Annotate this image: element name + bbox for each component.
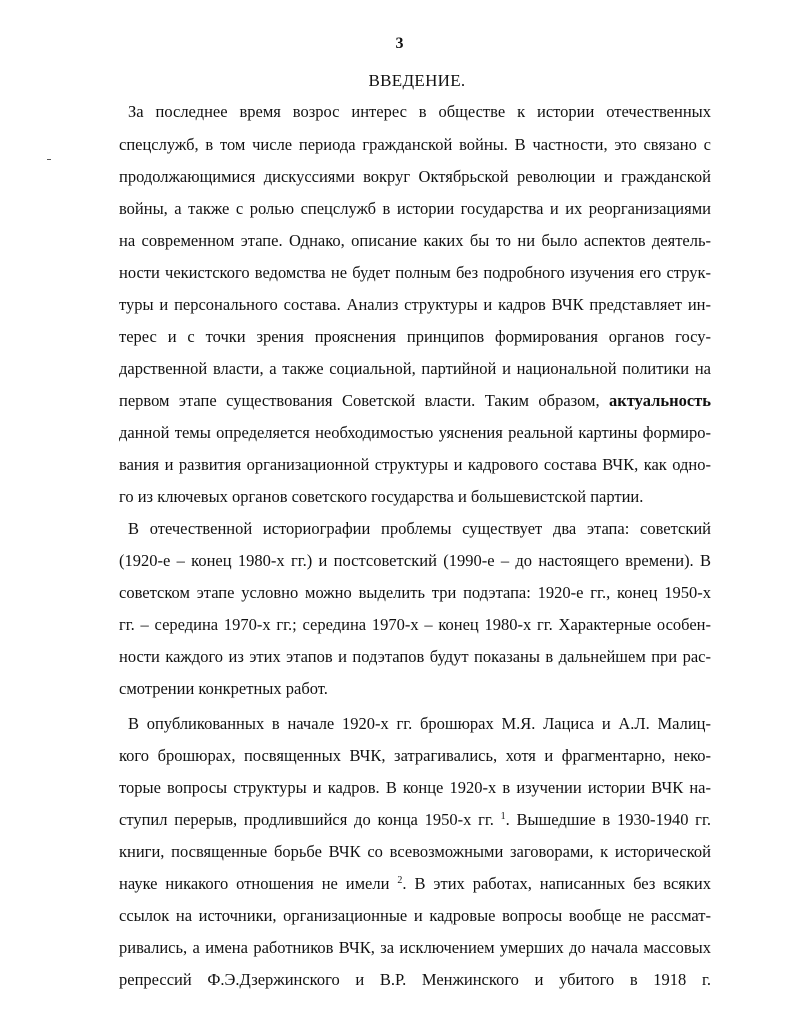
- text-line: ривались, а имена работников ВЧК, за исключением умерших до начала массовых: [119, 938, 711, 957]
- footnote-ref: 1: [500, 811, 506, 822]
- text-run: ступил перерыв, продлившийся до конца 1950-х гг.: [119, 810, 501, 829]
- text-line: торые вопросы структуры и кадров. В конце 1920-х в изучении истории ВЧК на-: [119, 778, 711, 797]
- text-line: В опубликованных в начале 1920-х гг. брошюрах М.Я. Лациса и А.Л. Малиц-: [128, 714, 711, 733]
- text-run: . Вышедшие в 1930-1940 гг.: [505, 810, 711, 829]
- text-line: ссылок на источники, организационные и кадровые вопросы вообще не рассмат-: [119, 906, 711, 925]
- text-line: го из ключевых органов советского государства и большевистской партии.: [119, 487, 644, 506]
- text-line: В отечественной историографии проблемы существует два этапа: советский: [128, 519, 711, 538]
- text-line: данной темы определяется необходимостью уяснения реальной картины формиро-: [119, 423, 711, 442]
- margin-mark: [47, 159, 51, 160]
- text-line: на современном этапе. Однако, описание каких бы то ни было аспектов деятель-: [119, 231, 711, 250]
- text-line: дарственной власти, а также социальной, партийной и национальной политики на: [119, 359, 711, 378]
- footnote-ref: 2: [397, 875, 403, 886]
- text-run: науке никакого отношения не имели: [119, 874, 390, 893]
- text-line: ности чекистского ведомства не будет полным без подробного изучения его струк-: [119, 263, 711, 282]
- text-line: терес и с точки зрения прояснения принципов формирования органов госу-: [119, 327, 711, 346]
- text-line: советском этапе условно можно выделить три подэтапа: 1920-е гг., конец 1950-х: [119, 583, 711, 602]
- text-line: ности каждого из этих этапов и подэтапов будут показаны в дальнейшем при рас-: [119, 647, 711, 666]
- text-line: [119, 389, 711, 413]
- text-line: [119, 808, 711, 832]
- text-line: войны, а также с ролью спецслужб в истории государства и их реорганизациями: [119, 199, 711, 218]
- text-line: кого брошюрах, посвященных ВЧК, затрагивались, хотя и фрагментарно, неко-: [119, 746, 711, 765]
- text-line: вания и развития организационной структуры и кадрового состава ВЧК, как одно-: [119, 455, 711, 474]
- text-line: За последнее время возрос интерес в обществе к истории отечественных: [128, 102, 711, 121]
- text-line: спецслужб, в том числе периода гражданской войны. В частности, это связано с: [119, 135, 711, 154]
- emphasis-term: актуальность: [609, 391, 711, 410]
- text-run: . В этих работах, написанных без всяких: [402, 874, 711, 893]
- text-line: смотрении конкретных работ.: [119, 679, 328, 698]
- text-line: [119, 872, 711, 896]
- text-line: репрессий Ф.Э.Дзержинского и В.Р. Менжинского и убитого в 1918 г.: [119, 970, 711, 989]
- section-heading: ВВЕДЕНИЕ.: [368, 71, 466, 90]
- text-line: книги, посвященные борьбе ВЧК со всевозможными заговорами, к исторической: [119, 842, 711, 861]
- text-line: продолжающимися дискуссиями вокруг Октябрьской революции и гражданской: [119, 167, 711, 186]
- page-number: 3: [395, 35, 404, 52]
- text-line: (1920-е – конец 1980-х гг.) и постсоветский (1990-е – до настоящего времени). В: [119, 551, 711, 570]
- text-line: гг. – середина 1970-х гг.; середина 1970-х – конец 1980-х гг. Характерные особен-: [119, 615, 711, 634]
- text-run: первом этапе существования Советской власти. Таким образом,: [119, 391, 600, 410]
- text-line: туры и персонального состава. Анализ структуры и кадров ВЧК представляет ин-: [119, 295, 711, 314]
